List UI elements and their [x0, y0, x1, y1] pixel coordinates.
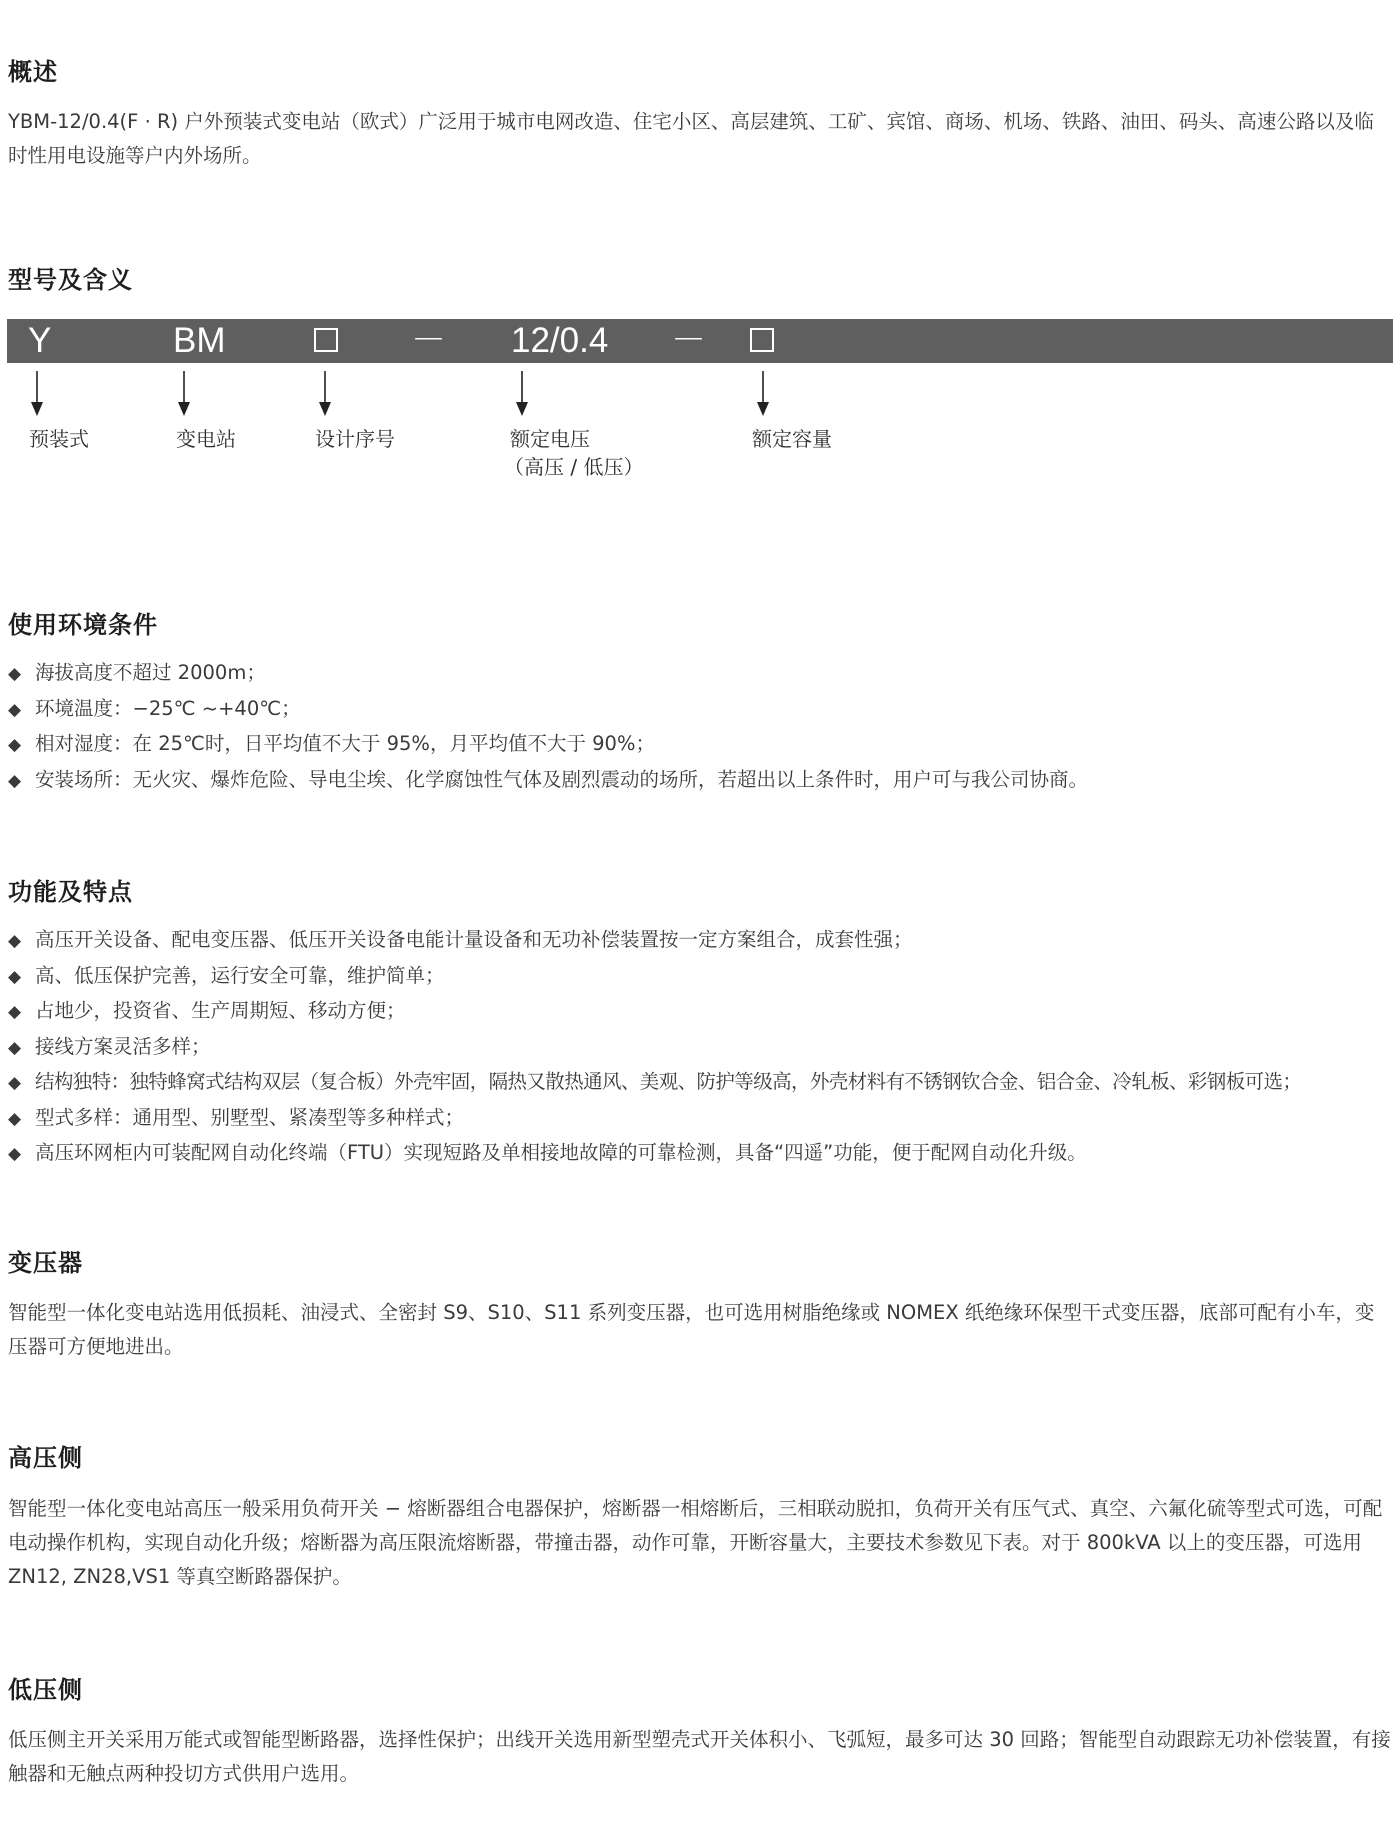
model-label-rated-capacity: 额定容量 — [752, 427, 832, 451]
list-item — [8, 1135, 1400, 1171]
overview-heading: 概述 — [8, 58, 58, 86]
high-voltage-paragraph: 智能型一体化变电站高压一般采用负荷开关 − 熔断器组合电器保护，熔断器一相熔断后，三相联动脱扣，负荷开关有压气式、真空、六氟化硫等型式可选，可配电动操作机构，实现自动化升级；熔断器为高压限流熔断器，带撞击器，动作可靠，开断容量大，主要技术参数见下表。对于 800kVA 以上的变压器，可选用 ZN12, ZN28,VS1 等真空断路器保护。 — [8, 1497, 1383, 1588]
transformer-paragraph: 智能型一体化变电站选用低损耗、油浸式、全密封 S9、S10、S11 系列变压器，也可选用树脂绝缘或 NOMEX 纸绝缘环保型干式变压器，底部可配有小车，变压器可方便地进出。 — [8, 1301, 1375, 1358]
down-arrow-icon — [31, 371, 43, 416]
environment-heading: 使用环境条件 — [8, 611, 158, 639]
model-label-substation: 变电站 — [176, 427, 236, 451]
list-item — [8, 691, 1400, 727]
diamond-bullet-icon: ◆ — [8, 664, 22, 684]
diamond-bullet-icon: ◆ — [8, 1144, 22, 1164]
diamond-bullet-icon: ◆ — [8, 1037, 22, 1058]
diamond-bullet-icon: ◆ — [8, 735, 22, 755]
model-label-voltage-note: （高压 / 低压） — [504, 455, 644, 479]
diamond-bullet-icon: ◆ — [8, 1002, 22, 1022]
diamond-bullet-icon: ◆ — [8, 699, 22, 720]
list-item-text: 相对湿度：在 25℃时，日平均值不大于 95%，月平均值不大于 90%； — [35, 732, 655, 755]
list-item-text: 高压环网柜内可装配网自动化终端（FTU）实现短路及单相接地故障的可靠检测，具备“四遥”功能，便于配网自动化升级。 — [35, 1141, 1087, 1164]
low-voltage-paragraph: 低压侧主开关采用万能式或智能型断路器，选择性保护；出线开关选用新型塑壳式开关体积小、飞弧短，最多可达 30 回路；智能型自动跟踪无功补偿装置，有接触器和无触点两种投切方式供用户选用。 — [8, 1728, 1391, 1785]
list-item-text: 接线方案灵活多样； — [35, 1034, 211, 1058]
model-segment-y: Y — [28, 321, 52, 360]
list-item-text: 高压开关设备、配电变压器、低压开关设备电能计量设备和无功补偿装置按一定方案组合，成套性强； — [35, 928, 913, 951]
down-arrow-icon — [178, 371, 190, 416]
environment-list — [8, 655, 1400, 797]
down-arrow-icon — [319, 371, 331, 416]
list-item-text: 环境温度：−25℃ ~+40℃； — [35, 696, 301, 720]
high-voltage-heading: 高压侧 — [8, 1444, 83, 1472]
diamond-bullet-icon: ◆ — [8, 931, 22, 951]
model-code-bar — [7, 319, 1393, 363]
list-item-text: 海拔高度不超过 2000m； — [35, 661, 266, 684]
blank-square-icon — [314, 328, 338, 352]
model-heading: 型号及含义 — [8, 266, 133, 294]
down-arrow-icon — [757, 371, 769, 416]
list-item — [8, 762, 1400, 798]
diamond-bullet-icon: ◆ — [8, 770, 22, 791]
list-item-text: 安装场所：无火灾、爆炸危险、导电尘埃、化学腐蚀性气体及剧烈震动的场所，若超出以上条件时，用户可与我公司协商。 — [35, 767, 1089, 791]
low-voltage-heading: 低压侧 — [8, 1676, 83, 1704]
diamond-bullet-icon: ◆ — [8, 1108, 22, 1129]
list-item-text: 结构独特：独特蜂窝式结构双层（复合板）外壳牢固，隔热又散热通风、美观、防护等级高，外壳材料有不锈钢钦合金、铝合金、冷轧板、彩钢板可选； — [35, 1070, 1302, 1093]
list-item — [8, 1029, 1400, 1065]
overview-paragraph: YBM-12/0.4(F · R) 户外预装式变电站（欧式）广泛用于城市电网改造、住宅小区、高层建筑、工矿、宾馆、商场、机场、铁路、油田、码头、高速公路以及临时性用电设施等户内外场所。 — [8, 110, 1374, 167]
blank-square-icon — [750, 328, 774, 352]
list-item — [8, 655, 1400, 691]
features-list — [8, 922, 1400, 1171]
list-item-text: 高、低压保护完善，运行安全可靠，维护简单； — [35, 963, 445, 987]
list-item — [8, 726, 1400, 762]
model-label-design-serial: 设计序号 — [315, 427, 395, 451]
list-item — [8, 958, 1400, 994]
model-label-prefab: 预装式 — [29, 427, 89, 451]
list-item-text: 占地少，投资省、生产周期短、移动方便； — [35, 999, 406, 1022]
features-heading: 功能及特点 — [8, 878, 133, 906]
transformer-heading: 变压器 — [8, 1249, 83, 1277]
model-segment-voltage: 12/0.4 — [511, 321, 609, 360]
list-item — [8, 922, 1400, 958]
diamond-bullet-icon: ◆ — [8, 966, 22, 987]
list-item — [8, 993, 1400, 1029]
model-segment-bm: BM — [173, 321, 226, 360]
list-item — [8, 1100, 1400, 1136]
model-dash-1: － — [411, 321, 447, 360]
list-item-text: 型式多样：通用型、别墅型、紧凑型等多种样式； — [35, 1105, 465, 1129]
model-label-rated-voltage: 额定电压 — [510, 427, 590, 451]
model-dash-2: － — [671, 321, 707, 360]
diamond-bullet-icon: ◆ — [8, 1073, 21, 1093]
list-item — [8, 1064, 1400, 1100]
down-arrow-icon — [516, 371, 528, 416]
